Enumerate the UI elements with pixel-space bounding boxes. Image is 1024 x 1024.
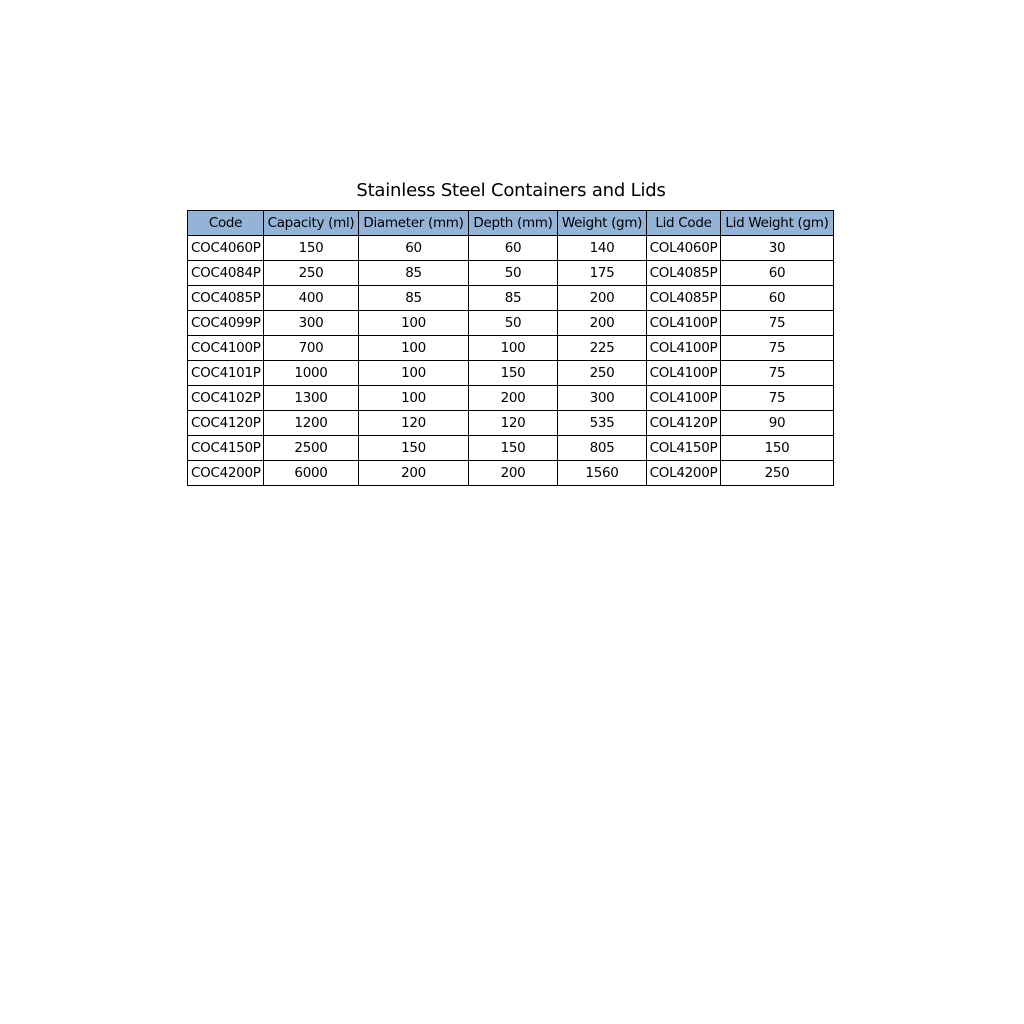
- cell-depth: 200: [469, 386, 558, 411]
- cell-diameter: 100: [359, 311, 469, 336]
- header-row: [188, 211, 834, 236]
- cell-lid-code: COL4120P: [647, 411, 721, 436]
- cell-code: COC4085P: [188, 286, 264, 311]
- cell-depth: 100: [469, 336, 558, 361]
- cell-depth: 85: [469, 286, 558, 311]
- cell-code: COC4100P: [188, 336, 264, 361]
- table-row: [188, 361, 834, 386]
- table-title: Stainless Steel Containers and Lids: [356, 180, 666, 201]
- cell-code: COC4120P: [188, 411, 264, 436]
- table-row: [188, 286, 834, 311]
- cell-diameter: 85: [359, 286, 469, 311]
- cell-capacity: 700: [264, 336, 359, 361]
- cell-code: COC4150P: [188, 436, 264, 461]
- cell-code: COC4102P: [188, 386, 264, 411]
- table-row: [188, 461, 834, 486]
- cell-diameter: 100: [359, 336, 469, 361]
- cell-code: COC4084P: [188, 261, 264, 286]
- cell-lid-weight: 90: [721, 411, 834, 436]
- column-header-lid-weight: Lid Weight (gm): [721, 211, 834, 236]
- table-row: [188, 311, 834, 336]
- cell-lid-code: COL4085P: [647, 286, 721, 311]
- cell-code: COC4060P: [188, 236, 264, 261]
- cell-weight: 805: [558, 436, 647, 461]
- cell-weight: 300: [558, 386, 647, 411]
- cell-depth: 150: [469, 436, 558, 461]
- cell-lid-weight: 60: [721, 286, 834, 311]
- cell-weight: 225: [558, 336, 647, 361]
- cell-depth: 60: [469, 236, 558, 261]
- cell-lid-code: COL4150P: [647, 436, 721, 461]
- cell-depth: 50: [469, 261, 558, 286]
- cell-weight: 200: [558, 311, 647, 336]
- cell-weight: 250: [558, 361, 647, 386]
- table-row: [188, 411, 834, 436]
- table-row: [188, 236, 834, 261]
- cell-capacity: 150: [264, 236, 359, 261]
- cell-capacity: 250: [264, 261, 359, 286]
- cell-capacity: 1200: [264, 411, 359, 436]
- cell-code: COC4099P: [188, 311, 264, 336]
- cell-capacity: 6000: [264, 461, 359, 486]
- cell-lid-code: COL4085P: [647, 261, 721, 286]
- cell-capacity: 1300: [264, 386, 359, 411]
- cell-diameter: 100: [359, 386, 469, 411]
- cell-lid-weight: 60: [721, 261, 834, 286]
- cell-lid-weight: 75: [721, 386, 834, 411]
- cell-lid-code: COL4200P: [647, 461, 721, 486]
- cell-lid-code: COL4100P: [647, 361, 721, 386]
- cell-lid-code: COL4060P: [647, 236, 721, 261]
- cell-lid-weight: 150: [721, 436, 834, 461]
- cell-diameter: 60: [359, 236, 469, 261]
- table-row: [188, 261, 834, 286]
- cell-depth: 150: [469, 361, 558, 386]
- cell-diameter: 200: [359, 461, 469, 486]
- column-header-code: Code: [188, 211, 264, 236]
- cell-lid-code: COL4100P: [647, 386, 721, 411]
- column-header-lid-code: Lid Code: [647, 211, 721, 236]
- cell-code: COC4200P: [188, 461, 264, 486]
- column-header-capacity: Capacity (ml): [264, 211, 359, 236]
- cell-weight: 140: [558, 236, 647, 261]
- cell-capacity: 2500: [264, 436, 359, 461]
- cell-diameter: 100: [359, 361, 469, 386]
- cell-lid-weight: 75: [721, 361, 834, 386]
- cell-lid-weight: 75: [721, 336, 834, 361]
- cell-lid-code: COL4100P: [647, 336, 721, 361]
- cell-depth: 200: [469, 461, 558, 486]
- cell-capacity: 300: [264, 311, 359, 336]
- cell-depth: 120: [469, 411, 558, 436]
- containers-table: [187, 210, 834, 486]
- column-header-weight: Weight (gm): [558, 211, 647, 236]
- cell-capacity: 400: [264, 286, 359, 311]
- cell-weight: 175: [558, 261, 647, 286]
- cell-capacity: 1000: [264, 361, 359, 386]
- cell-diameter: 85: [359, 261, 469, 286]
- table-row: [188, 336, 834, 361]
- table-row: [188, 386, 834, 411]
- column-header-depth: Depth (mm): [469, 211, 558, 236]
- cell-depth: 50: [469, 311, 558, 336]
- cell-weight: 535: [558, 411, 647, 436]
- cell-diameter: 120: [359, 411, 469, 436]
- cell-lid-weight: 250: [721, 461, 834, 486]
- cell-code: COC4101P: [188, 361, 264, 386]
- column-header-diameter: Diameter (mm): [359, 211, 469, 236]
- cell-lid-weight: 30: [721, 236, 834, 261]
- cell-lid-code: COL4100P: [647, 311, 721, 336]
- cell-weight: 1560: [558, 461, 647, 486]
- cell-weight: 200: [558, 286, 647, 311]
- cell-lid-weight: 75: [721, 311, 834, 336]
- cell-diameter: 150: [359, 436, 469, 461]
- table-row: [188, 436, 834, 461]
